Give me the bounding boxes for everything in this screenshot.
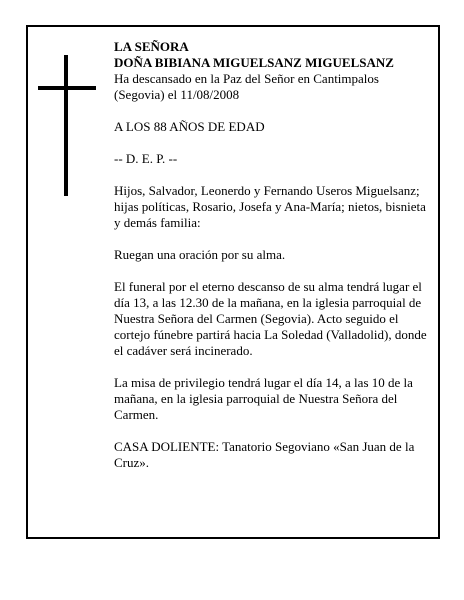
notice-title: LA SEÑORA	[114, 39, 189, 54]
funeral-paragraph: El funeral por el eterno descanso de su alma tendrá lugar el día 13, a las 12.30 de la mañana, en la iglesia parroquial de Nuestra Señora del Carmen (Segovia). Acto seguido el cortejo fúnebre partirá hacia La Soledad (Valladolid), donde el cadáver será incinerado.	[114, 279, 427, 358]
casa-doliente: CASA DOLIENTE: Tanatorio Segoviano «San Juan de la Cruz».	[114, 439, 415, 470]
family-paragraph: Hijos, Salvador, Leonerdo y Fernando Useros Miguelsanz; hijas políticas, Rosario, Josefa y Ana-María; nietos, bisnieta y demás familia:	[114, 183, 426, 230]
cross-icon	[64, 55, 68, 196]
obituary-text	[114, 39, 430, 471]
prayer-line: Ruegan una oración por su alma.	[114, 247, 286, 262]
age-statement: A LOS 88 AÑOS DE EDAD	[114, 119, 265, 134]
dep-line: -- D. E. P. --	[114, 151, 178, 166]
deceased-name: DOÑA BIBIANA MIGUELSANZ MIGUELSANZ	[114, 55, 394, 70]
cross-icon-bar	[38, 86, 96, 90]
mass-paragraph: La misa de privilegio tendrá lugar el día 14, a las 10 de la mañana, en la iglesia parroquial de Nuestra Señora del Carmen.	[114, 375, 413, 422]
rest-statement: Ha descansado en la Paz del Señor en Cantimpalos (Segovia) el 11/08/2008	[114, 71, 379, 102]
